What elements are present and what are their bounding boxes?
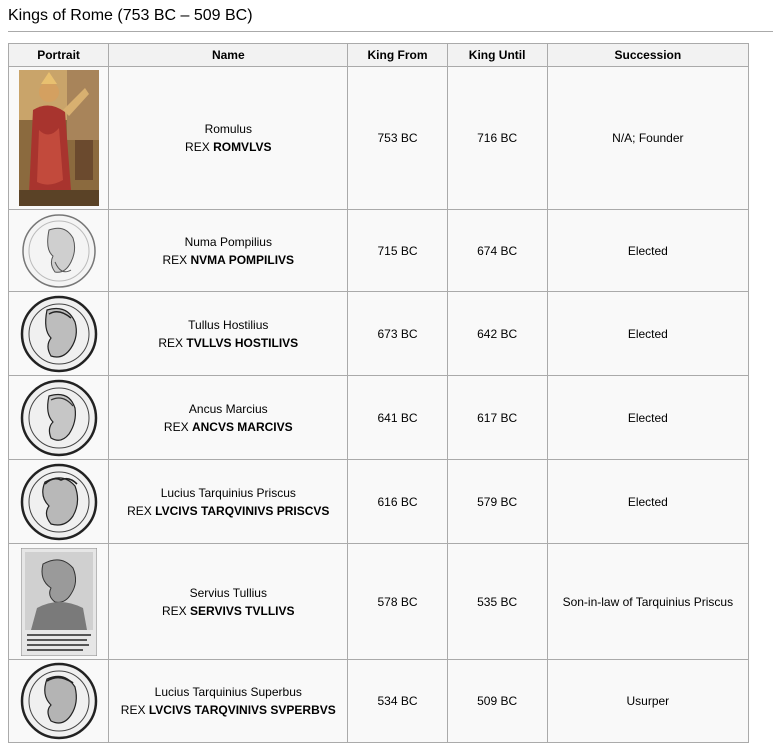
king-name: Ancus Marcius [188,401,268,416]
king-until-cell: 535 BC [447,544,547,660]
portrait-cell [9,660,109,743]
coin-portrait-image[interactable] [19,661,99,741]
succession-cell: Elected [547,376,748,460]
portrait-cell [9,67,109,210]
regnal-name: REX ROMVLVS [185,140,272,154]
header-name: Name [109,44,348,67]
king-name: Lucius Tarquinius Priscus [160,485,296,500]
regnal-name: REX LVCIVS TARQVINIVS SVPERBVS [120,703,336,717]
header-king-from: King From [348,44,447,67]
table-row [9,67,749,210]
regnal-name: REX SERVIVS TVLLIVS [162,603,295,618]
king-from-cell: 578 BC [348,544,447,660]
regnal-name: REX ANCVS MARCIVS [163,419,293,434]
succession-cell: Elected [547,460,748,544]
name-cell [109,67,348,210]
king-until-cell: 716 BC [447,67,547,210]
portrait-cell [9,210,109,292]
king-from-cell: 715 BC [348,210,447,292]
succession-cell: Usurper [547,660,748,743]
name-cell [109,660,348,743]
name-cell [109,460,348,544]
name-cell [109,210,348,292]
regnal-name: REX LVCIVS TARQVINIVS PRISCVS [127,503,330,518]
coin-portrait-image[interactable] [19,294,99,374]
king-until-cell: 617 BC [447,376,547,460]
header-king-until: King Until [447,44,547,67]
kings-table [8,43,749,743]
portrait-cell [9,292,109,376]
king-from-cell: 616 BC [348,460,447,544]
header-row [9,44,749,67]
king-from-cell: 641 BC [348,376,447,460]
king-from-cell: 534 BC [348,660,447,743]
king-until-cell: 579 BC [447,460,547,544]
king-name: Lucius Tarquinius Superbus [154,685,302,699]
table-row [9,292,749,376]
king-until-cell: 642 BC [447,292,547,376]
romulus-portrait-image[interactable] [19,70,99,206]
king-name: Servius Tullius [189,585,267,600]
king-until-cell: 509 BC [447,660,547,743]
succession-cell: Elected [547,210,748,292]
king-name: Romulus [204,122,252,136]
table-row [9,376,749,460]
king-name: Tullus Hostilius [188,317,269,332]
succession-cell: N/A; Founder [547,67,748,210]
page-title: Kings of Rome (753 BC – 509 BC) [8,7,773,32]
king-from-cell: 673 BC [348,292,447,376]
header-succession: Succession [547,44,748,67]
header-portrait: Portrait [9,44,109,67]
coin-portrait-image[interactable] [19,212,99,290]
succession-cell: Son-in-law of Tarquinius Priscus [547,544,748,660]
table-row [9,544,749,660]
regnal-name: REX NVMA POMPILIVS [162,252,295,267]
table-row [9,210,749,292]
table-row [9,660,749,743]
king-from-cell: 753 BC [348,67,447,210]
portrait-cell [9,460,109,544]
coin-portrait-image[interactable] [19,462,99,542]
table-row [9,460,749,544]
coin-portrait-image[interactable] [19,378,99,458]
engraving-portrait-image[interactable] [21,548,97,656]
succession-cell: Elected [547,292,748,376]
portrait-cell [9,376,109,460]
name-cell [109,292,348,376]
name-cell [109,544,348,660]
king-name: Numa Pompilius [184,234,272,249]
portrait-cell [9,544,109,660]
regnal-name: REX TVLLVS HOSTILIVS [158,335,299,350]
king-until-cell: 674 BC [447,210,547,292]
name-cell [109,376,348,460]
